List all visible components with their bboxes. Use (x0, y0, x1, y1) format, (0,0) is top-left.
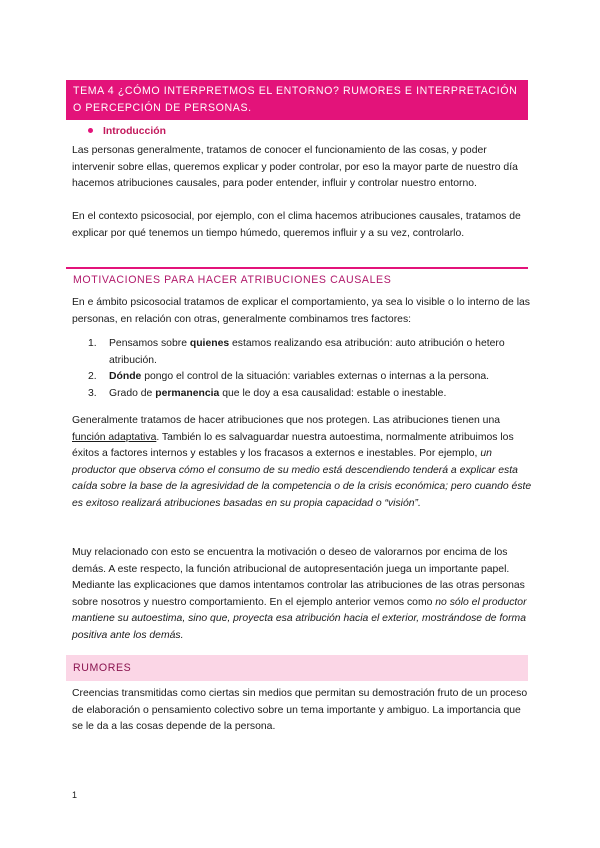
list-item: 2. Dónde pongo el control de la situación: variables externas o internas a la persona. (88, 371, 490, 383)
page-number: 1 (72, 790, 78, 800)
intro-paragraph-1: Las personas generalmente, tratamos de conocer el funcionamiento de las cosas, y poder intervenir sobre ellas, queremos explicar y poder controlar, por eso la mayor parte de nuestro día hacemos atribuciones causales, para poder entender, influir y controlar nuestro entorno. (72, 145, 518, 190)
paragraph-autopresentacion: Muy relacionado con esto se encuentra la motivación o deseo de valorarnos por encima de los demás. A este respecto, la función atribucional de autopresentación juega un importante papel. Mediante las explicaciones que damos intentamos controlar las atribuciones de las otras personas sobre nosotros y nuestro comportamiento. En el ejemplo anterior vemos como no sólo el productor mantiene su autoestima, sino que, proyecta esa atribución hacia el exterior, mostrándose de forma positiva ante los demás. (72, 547, 527, 641)
rumores-paragraph: Creencias transmitidas como ciertas sin medios que permitan su demostración fruto de un proceso de elaboración o pensamiento colectivo sobre un tema importante y ambiguo. La importancia que se le da a las cosas depende de la persona. (72, 688, 528, 733)
intro-paragraph-2: En el contexto psicosocial, por ejemplo, con el clima hacemos atribuciones causales, tratamos de explicar por qué tenemos un tiempo húmedo, queremos influir y a su vez, controlarlo. (72, 211, 521, 239)
factors-list (72, 336, 532, 402)
intro-heading-text: Introducción (103, 126, 166, 137)
bullet-dot-icon (88, 128, 93, 133)
paragraph-atribuciones: Generalmente tratamos de hacer atribuciones que nos protegen. Las atribuciones tienen una función adaptativa. También lo es salvaguardar nuestra autoestima, normalmente atribuimos los éxitos a factores internos y estables y los fracasos a externos e inestables. Por ejemplo, un productor que observa cómo el consumo de su medio está descendiendo tenderá a explicar esta caída sobre la base de la agresividad de la competencia o de la crisis económica; pero cuando éste es exitoso realizará atribuciones basadas en su propia capacidad o “visión”. (72, 415, 532, 509)
section1-paragraph: En e ámbito psicosocial tratamos de explicar el comportamiento, ya sea lo visible o lo interno de las personas, en relación con otras, generalmente combinamos tres factores: (72, 297, 530, 325)
section-divider (66, 267, 528, 269)
underlined-term: función adaptativa (72, 431, 157, 443)
list-item: 1. Pensamos sobre quienes estamos realizando esa atribución: auto atribución o hetero atribución. (88, 338, 505, 366)
list-item: 3. Grado de permanencia que le doy a esa causalidad: estable o inestable. (88, 387, 447, 399)
chapter-title: TEMA 4 ¿CÓMO INTERPRETMOS EL ENTORNO? RUMORES E INTERPRETACIÓN O PERCEPCIÓN DE PERSONAS. (66, 80, 528, 120)
intro-heading (88, 124, 166, 141)
section-heading-motivaciones: MOTIVACIONES PARA HACER ATRIBUCIONES CAUSALES (73, 274, 392, 286)
section-heading-rumores: RUMORES (66, 655, 528, 681)
